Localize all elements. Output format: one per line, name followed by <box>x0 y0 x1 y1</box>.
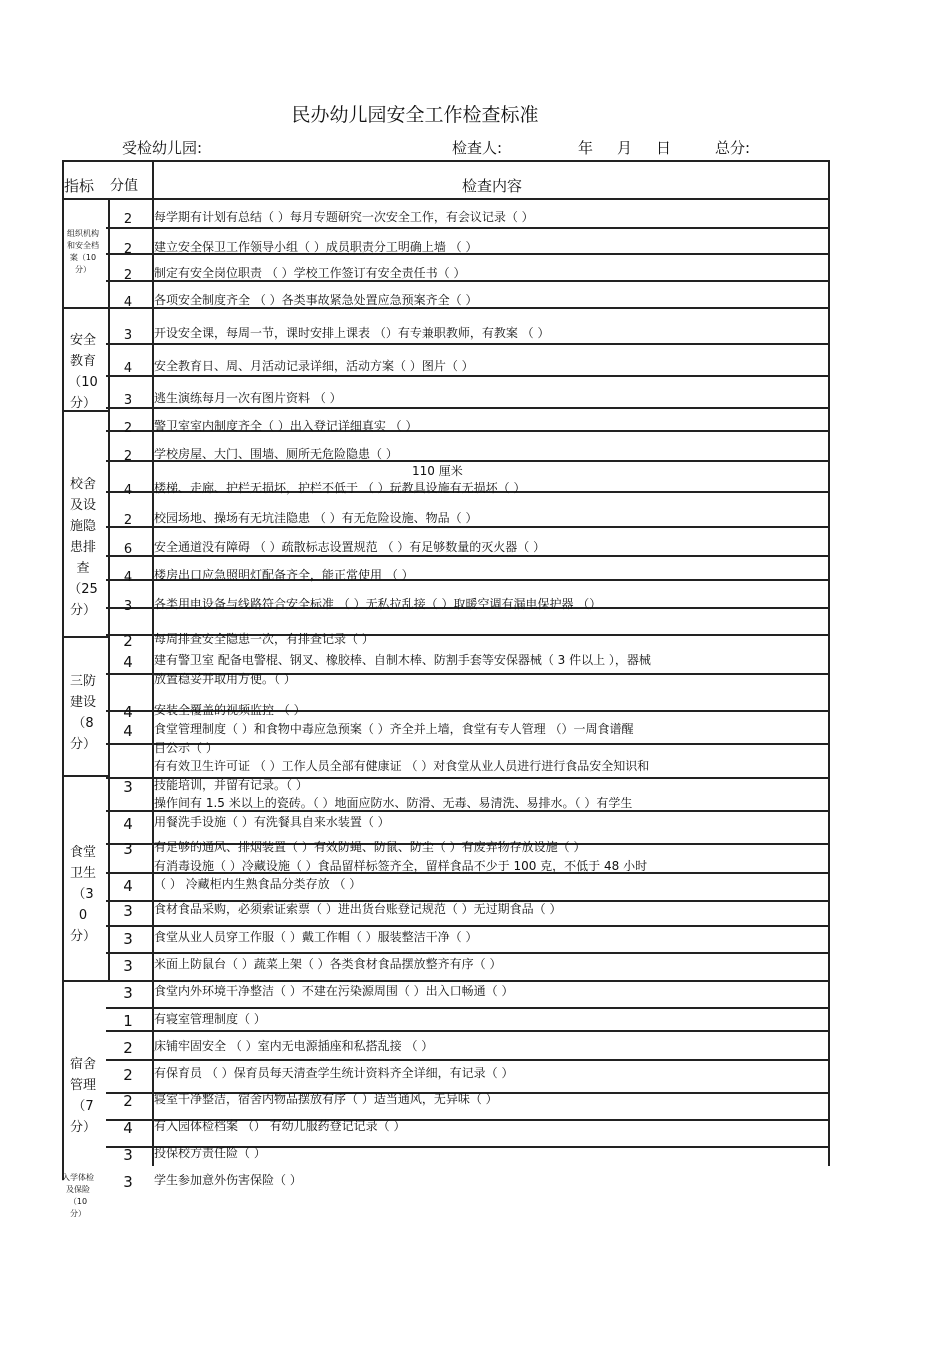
month-label: 月 <box>617 139 633 157</box>
item-text: 有寝室管理制度（ ） <box>154 1012 266 1026</box>
item-text: 校园场地、操场有无坑洼隐患 （ ）有无危险设施、物品（ ） <box>154 511 478 525</box>
annotation-110cm: 110 厘米 <box>412 464 463 478</box>
item-score: 4 <box>123 361 133 376</box>
item-score: 4 <box>123 295 133 310</box>
col-score-header: 分值 <box>110 178 138 194</box>
item-score: 3 <box>123 1173 133 1191</box>
table-row-line <box>106 526 830 528</box>
item-text: 每周排查安全隐患一次，有排查记录（ ） <box>154 632 374 646</box>
item-text: 每学期有计划有总结（ ）每月专题研究一次安全工作，有会议记录（ ） <box>154 210 534 224</box>
table-row-line <box>106 280 830 282</box>
year-label: 年 <box>578 139 594 157</box>
item-score: 4 <box>123 877 133 895</box>
table-row-line <box>106 1030 830 1032</box>
item-score: 3 <box>123 778 133 796</box>
category-line: 及保险 <box>66 1185 90 1194</box>
item-text: 建立安全保卫工作领导小组（ ）成员职责分工明确上墙 （ ） <box>154 240 478 254</box>
table-row-line <box>106 555 830 557</box>
item-score: 2 <box>123 268 133 283</box>
category-divider <box>62 775 108 777</box>
table-row-line <box>106 952 830 954</box>
item-text: 寝室干净整洁，宿舍内物品摆放有序（ ）适当通风，无异味（ ） <box>154 1092 498 1106</box>
item-text: 开设安全课，每周一节，课时安排上课表 （）有专兼职教师，有教案 （ ） <box>154 326 550 340</box>
item-score: 3 <box>123 984 133 1002</box>
category-label <box>62 842 104 947</box>
item-score: 4 <box>123 483 133 498</box>
category-line: 患排 <box>69 540 96 555</box>
category-label <box>56 1172 100 1220</box>
inspector-label: 检查人: <box>452 139 503 157</box>
item-score: 2 <box>123 242 133 257</box>
col-indicator-header: 指标 <box>64 177 95 195</box>
table-row-line <box>106 307 830 309</box>
category-label <box>62 330 104 414</box>
item-text: 食堂管理制度（ ）和食物中毒应急预案（ ）齐全并上墙，食堂有专人管理 （）一周食谱醒 <box>154 722 634 736</box>
category-line: 0 <box>78 908 88 923</box>
category-line: 及设 <box>69 498 96 513</box>
category-line: 教育 <box>69 354 96 369</box>
page-title: 民办幼儿园安全工作检查标准 <box>291 104 539 126</box>
category-line: 组织机构 <box>67 229 99 238</box>
kindergarten-label: 受检幼儿园: <box>122 139 203 157</box>
table-border-right <box>828 160 830 1166</box>
category-label <box>62 671 104 755</box>
category-line: 分） <box>69 396 96 411</box>
category-line: 宿舍 <box>69 1057 96 1072</box>
item-text: 米面上防鼠台（ ）蔬菜上架（ ）各类食材食品摆放整齐有序（ ） <box>154 957 502 971</box>
item-text: 投保校方责任险（ ） <box>154 1146 266 1160</box>
category-line: 三防 <box>69 674 96 689</box>
item-score: 3 <box>123 328 133 343</box>
item-text: 有消毒设施（ ）冷藏设施（ ）食品留样标签齐全，留样食品不少于 100 克，不低于 48 小时 <box>154 859 648 873</box>
item-text: 安全通道没有障碍 （ ）疏散标志设置规范 （ ）有足够数量的灭火器（ ） <box>154 540 546 554</box>
table-border-left <box>62 160 64 1180</box>
item-text: 有足够的通风、排烟装置（ ）有效防蝇、防鼠、防尘（ ）有废弃物存放设施（ ） <box>154 840 586 854</box>
item-score: 2 <box>123 513 133 528</box>
category-line: 分） <box>69 603 96 618</box>
item-text: 各项安全制度齐全 （ ）各类事故紧急处置应急预案齐全（ ） <box>154 293 478 307</box>
category-line: （25 <box>68 582 98 597</box>
item-text: 学生参加意外伤害保险（ ） <box>154 1173 302 1187</box>
category-line: （8 <box>72 716 94 731</box>
item-score: 3 <box>123 957 133 975</box>
category-line: 入学体检 <box>62 1173 94 1182</box>
category-line: 分） <box>69 737 96 752</box>
item-text: 技能培训，并留有记录。（ ） <box>154 778 308 792</box>
item-text: 建有警卫室 配备电警棍、钢叉、橡胶棒、自制木棒、防割手套等安保器械（ 3 件以上 ），器械 <box>154 653 651 667</box>
category-line: 案（10 <box>69 253 97 262</box>
item-text: 逃生演练每月一次有图片资料 （ ） <box>154 391 342 405</box>
category-line: 分） <box>69 1120 96 1135</box>
category-divider <box>62 980 108 982</box>
item-score: 3 <box>123 599 133 614</box>
item-text: 有入园体检档案 （） 有幼儿服药登记记录（ ） <box>154 1119 406 1133</box>
item-score: 3 <box>123 1146 133 1164</box>
item-score: 4 <box>123 653 133 671</box>
item-text: 制定有安全岗位职责 （ ）学校工作签订有安全责任书（ ） <box>154 266 466 280</box>
item-text: 有保育员 （ ）保育员每天清查学生统计资料齐全详细，有记录（ ） <box>154 1066 514 1080</box>
item-text: 安装全覆盖的视频监控 （ ） <box>154 703 306 717</box>
table-row-line <box>106 925 830 927</box>
item-score: 2 <box>123 1092 133 1110</box>
table-row-line <box>106 407 830 409</box>
item-score: 3 <box>123 930 133 948</box>
table-row-line <box>106 227 830 229</box>
table-row-line <box>106 980 830 982</box>
item-text: 用餐洗手设施（ ）有洗餐具自来水装置（ ） <box>154 815 390 829</box>
day-label: 日 <box>656 139 672 157</box>
category-line: （10 <box>68 375 98 390</box>
item-score: 2 <box>123 449 133 464</box>
category-line: 施隐 <box>69 519 96 534</box>
category-divider <box>62 636 108 638</box>
category-line: 查 <box>76 561 90 576</box>
table-row-line <box>106 343 830 345</box>
item-text: 各类用电设备与线路符合安全标准 （ ）无私拉乱接（ ）取暖空调有漏电保护器 （） <box>154 597 602 611</box>
category-line: （3 <box>72 887 94 902</box>
category-line: 校舍 <box>69 477 96 492</box>
item-text: 安全教育日、周、月活动记录详细，活动方案（ ）图片（ ） <box>154 359 474 373</box>
score-column-divider <box>108 200 110 980</box>
item-score: 2 <box>123 1066 133 1084</box>
category-line: 分） <box>75 265 91 274</box>
item-text: 警卫室室内制度齐全（ ）出入登记详细真实 （ ） <box>154 419 418 433</box>
category-label <box>62 474 104 621</box>
category-line: 分） <box>70 1209 86 1218</box>
item-text: 有有效卫生许可证 （ ）工作人员全部有健康证 （ ）对食堂从业人员进行进行食品安全知识和 <box>154 759 650 773</box>
item-text: 操作间有 1.5 米以上的瓷砖。（ ）地面应防水、防滑、无毒、易清洗、易排水。（ ）有学生 <box>154 796 633 810</box>
category-line: 分） <box>69 929 96 944</box>
category-divider <box>62 307 108 309</box>
category-line: 卫生 <box>69 866 96 881</box>
category-line: 食堂 <box>69 845 96 860</box>
category-line: 建设 <box>69 695 96 710</box>
category-label <box>62 228 104 276</box>
item-text: 学校房屋、大门、围墙、厕所无危险隐患（ ） <box>154 447 398 461</box>
item-text: 楼梯、走廊、护栏无损坏，护栏不低于 （ ）玩教具设施有无损坏（ ） <box>154 481 526 495</box>
item-score: 4 <box>123 1119 133 1137</box>
header-row-line <box>62 198 830 200</box>
category-line: （10 <box>68 1197 88 1206</box>
item-score: 4 <box>123 570 133 585</box>
item-text: 床铺牢固安全 （ ）室内无电源插座和私搭乱接 （ ） <box>154 1039 434 1053</box>
table-row-line <box>106 1007 830 1009</box>
item-text: 食堂从业人员穿工作服（ ）戴工作帽（ ）服装整洁干净（ ） <box>154 930 478 944</box>
item-score: 2 <box>123 632 133 650</box>
item-score: 3 <box>123 840 133 858</box>
category-line: 和安全档 <box>67 241 99 250</box>
table-row-line <box>106 1059 830 1061</box>
item-score: 2 <box>123 421 133 436</box>
item-score: 1 <box>123 1012 133 1030</box>
item-score: 6 <box>123 542 133 557</box>
item-text: 楼房出口应急照明灯配备齐全，能正常使用 （ ） <box>154 568 414 582</box>
item-score: 4 <box>123 703 133 721</box>
item-text: 目公示（ ） <box>154 741 218 755</box>
table-border-top <box>62 160 830 162</box>
item-score: 4 <box>123 722 133 740</box>
category-line: （7 <box>72 1099 94 1114</box>
item-score: 4 <box>123 815 133 833</box>
total-label: 总分: <box>715 139 751 157</box>
table-row-line <box>106 810 830 812</box>
table-row-line <box>106 375 830 377</box>
category-line: 安全 <box>69 333 96 348</box>
item-text: （ ） 冷藏柜内生熟食品分类存放 （ ） <box>154 877 362 891</box>
col-content-header: 检查内容 <box>461 177 522 195</box>
item-score: 3 <box>123 393 133 408</box>
category-label <box>62 1054 104 1138</box>
category-line: 管理 <box>69 1078 96 1093</box>
item-score: 2 <box>123 212 133 227</box>
item-text: 食堂内外环境干净整洁（ ）不建在污染源周围（ ）出入口畅通（ ） <box>154 984 514 998</box>
item-score: 2 <box>123 1039 133 1057</box>
item-text: 放置稳妥并取用方便。（ ） <box>154 672 296 686</box>
item-text: 食材食品采购，必须索证索票（ ）进出货台账登记规范（ ）无过期食品（ ） <box>154 902 562 916</box>
item-score: 3 <box>123 902 133 920</box>
